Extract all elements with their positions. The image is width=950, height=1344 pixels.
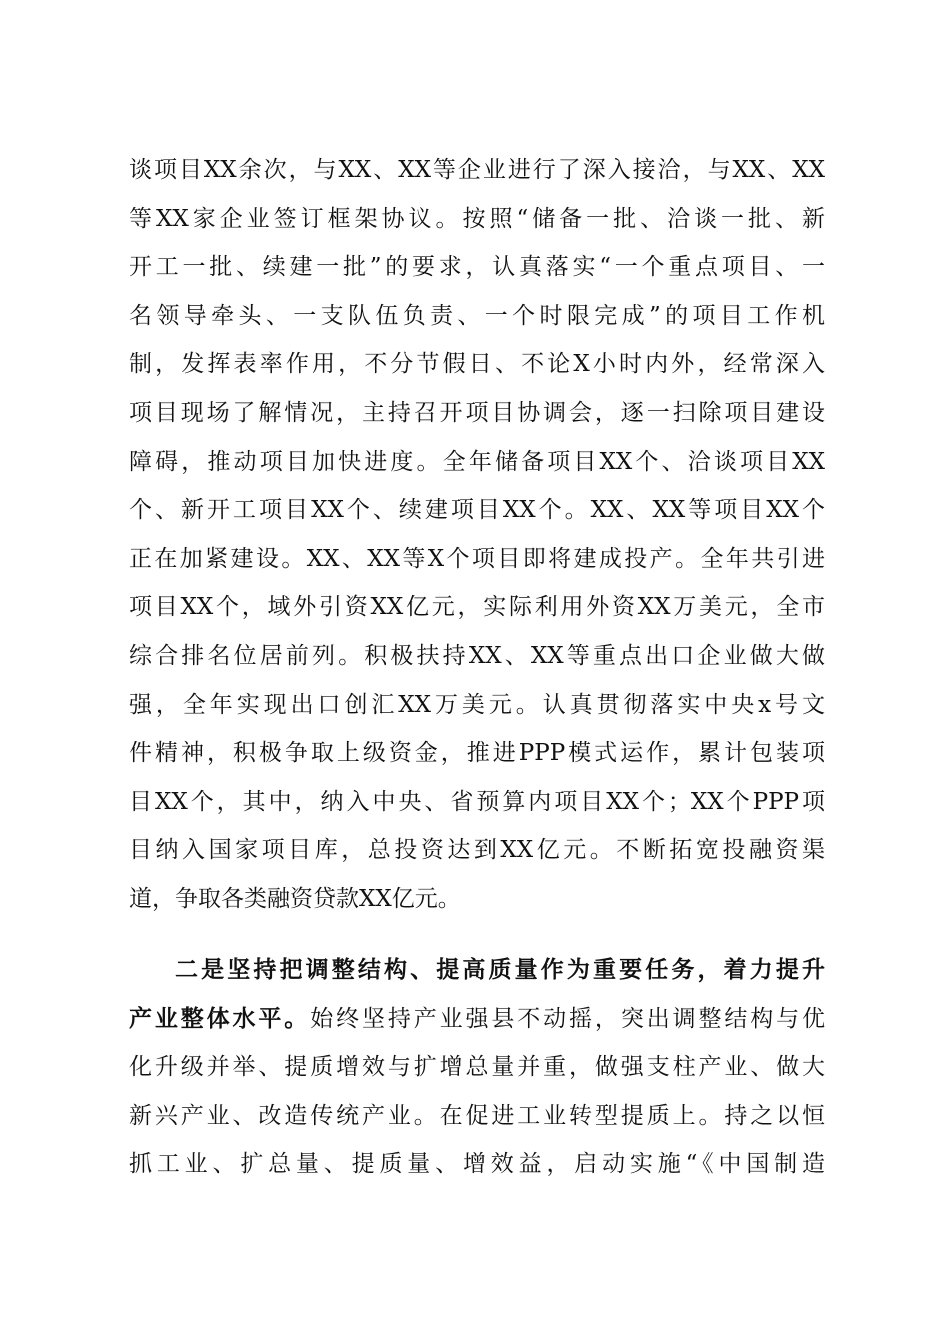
- text-line: 目XX个，其中，纳入中央、省预算内项目XX个；XX个PPP项: [129, 788, 825, 815]
- text-line: 制，发挥表率作用，不分节假日、不论X小时内外，经常深入: [129, 351, 825, 378]
- text-line: 正在加紧建设。XX、XX等X个项目即将建成投产。全年共引进: [129, 545, 825, 572]
- text-line: 名领导牵头、一支队伍负责、一个时限完成”的项目工作机: [129, 302, 825, 329]
- section-heading-line: 二是坚持把调整结构、提高质量作为重要任务，着力提升: [175, 956, 825, 983]
- text-line: 等XX家企业签订框架协议。按照“储备一批、洽谈一批、新: [129, 205, 825, 232]
- text-line: 强，全年实现出口创汇XX万美元。认真贯彻落实中央x号文: [129, 691, 825, 718]
- text-run: 始终坚持产业强县不动摇，突出调整结构与优: [310, 1005, 825, 1032]
- text-line: 开工一批、续建一批”的要求，认真落实“一个重点项目、一: [129, 254, 825, 281]
- text-line: 件精神，积极争取上级资金，推进PPP模式运作，累计包装项: [129, 740, 825, 767]
- text-line: 项目XX个，域外引资XX亿元，实际利用外资XX万美元，全市: [129, 594, 825, 621]
- text-line: 障碍，推动项目加快进度。全年储备项目XX个、洽谈项目XX: [129, 448, 825, 475]
- text-line: 目纳入国家项目库，总投资达到XX亿元。不断拓宽投融资渠: [129, 837, 825, 864]
- paragraph-projects: [129, 146, 825, 924]
- text-line: 综合排名位居前列。积极扶持XX、XX等重点出口企业做大做: [129, 642, 825, 669]
- text-line: 谈项目XX余次，与XX、XX等企业进行了深入接洽，与XX、XX: [129, 157, 825, 183]
- text-line: 新兴产业、改造传统产业。在促进工业转型提质上。持之以恒: [129, 1102, 825, 1129]
- text-line: 抓工业、扩总量、提质量、增效益，启动实施“《中国制造: [129, 1151, 825, 1178]
- section-heading-end: 产业整体水平。: [129, 1004, 311, 1032]
- text-line: 项目现场了解情况，主持召开项目协调会，逐一扫除项目建设: [129, 399, 825, 426]
- text-line: 个、新开工项目XX个、续建项目XX个。XX、XX等项目XX个: [129, 497, 825, 524]
- paragraph-industry: [129, 946, 825, 1189]
- text-line: 化升级并举、提质增效与扩增总量并重，做强支柱产业、做大: [129, 1054, 825, 1081]
- text-line: 道，争取各类融资贷款XX亿元。: [129, 885, 461, 912]
- text-line: [129, 995, 825, 1044]
